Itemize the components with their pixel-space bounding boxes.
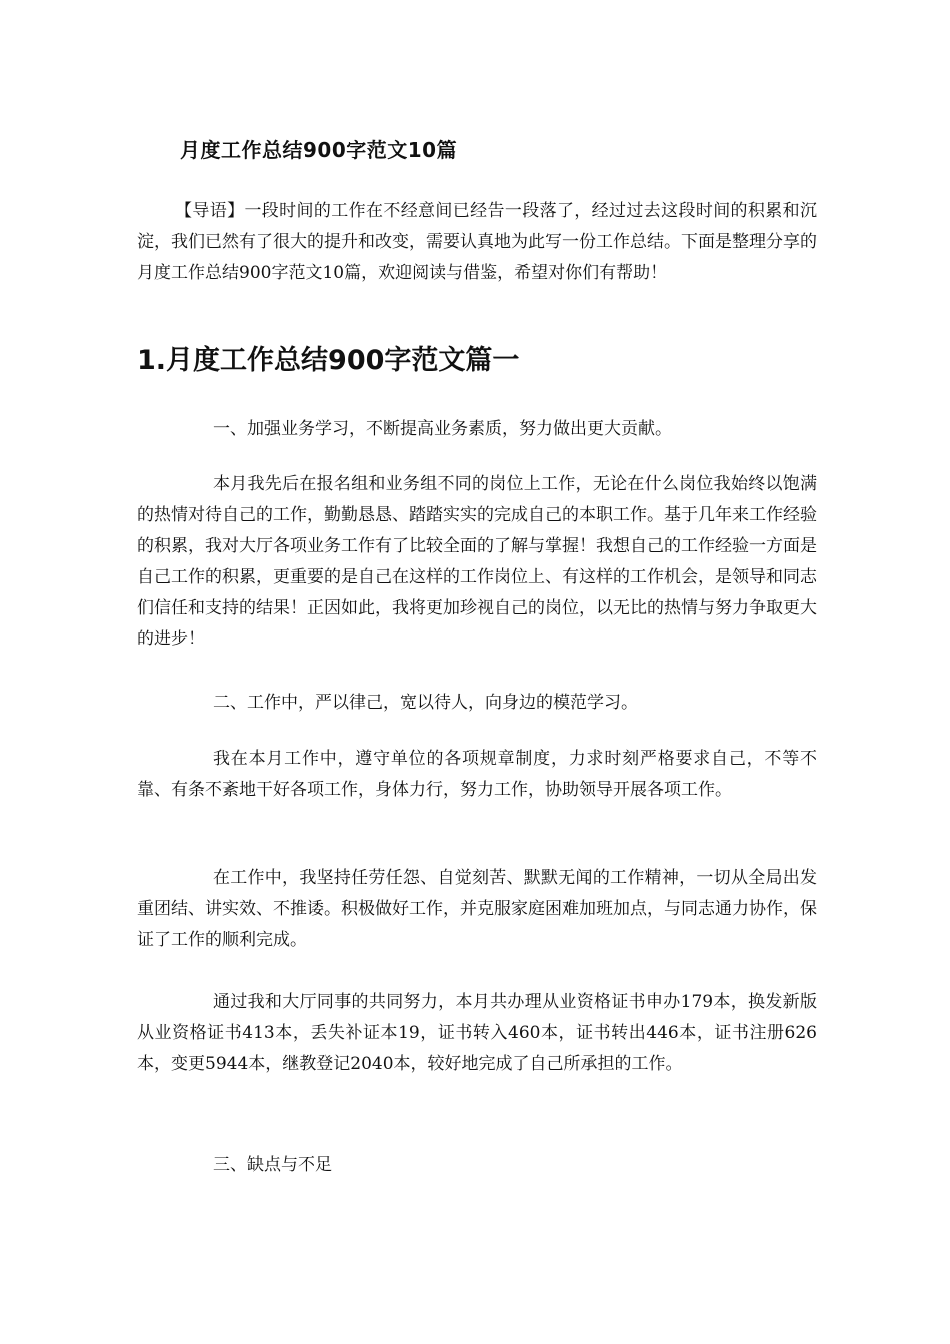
- paragraph-2: 本月我先后在报名组和业务组不同的岗位上工作，无论在什么岗位我始终以饱满的热情对待自己的工作，勤勤恳恳、踏踏实实的完成自己的本职工作。基于几年来工作经验的积累，我对大厅各项业务工作有了比较全面的了解与掌握！我想自己的工作经验一方面是自己工作的积累，更重要的是自己在这样的工作岗位上、有这样的工作机会，是领导和同志们信任和支持的结果！正因如此，我将更加珍视自己的岗位，以无比的热情与努力争取更大的进步！: [137, 474, 817, 649]
- intro-paragraph: 【导语】一段时间的工作在不经意间已经告一段落了，经过过去这段时间的积累和沉淀，我们已然有了很大的提升和改变，需要认真地为此写一份工作总结。下面是整理分享的月度工作总结900字范文10篇，欢迎阅读与借鉴，希望对你们有帮助！: [137, 201, 817, 283]
- paragraph-5: 在工作中，我坚持任劳任怨、自觉刻苦、默默无闻的工作精神，一切从全局出发重团结、讲实效、不推诿。积极做好工作，并克服家庭困难加班加点，与同志通力协作，保证了工作的顺利完成。: [137, 868, 817, 950]
- document-title: 月度工作总结900字范文10篇: [180, 138, 458, 162]
- paragraph-3: 二、工作中，严以律己，宽以待人，向身边的模范学习。: [213, 693, 638, 713]
- paragraph-7: 三、缺点与不足: [213, 1155, 332, 1175]
- paragraph-1: 一、加强业务学习，不断提高业务素质，努力做出更大贡献。: [213, 419, 672, 439]
- paragraph-4: 我在本月工作中，遵守单位的各项规章制度，力求时刻严格要求自己，不等不靠、有条不紊地干好各项工作，身体力行，努力工作，协助领导开展各项工作。: [137, 749, 817, 800]
- paragraph-6: 通过我和大厅同事的共同努力，本月共办理从业资格证书申办179本，换发新版从业资格证书413本，丢失补证本19，证书转入460本，证书转出446本，证书注册626本，变更5944本，继教登记2040本，较好地完成了自己所承担的工作。: [137, 992, 817, 1074]
- section-heading: 1.月度工作总结900字范文篇一: [137, 345, 520, 376]
